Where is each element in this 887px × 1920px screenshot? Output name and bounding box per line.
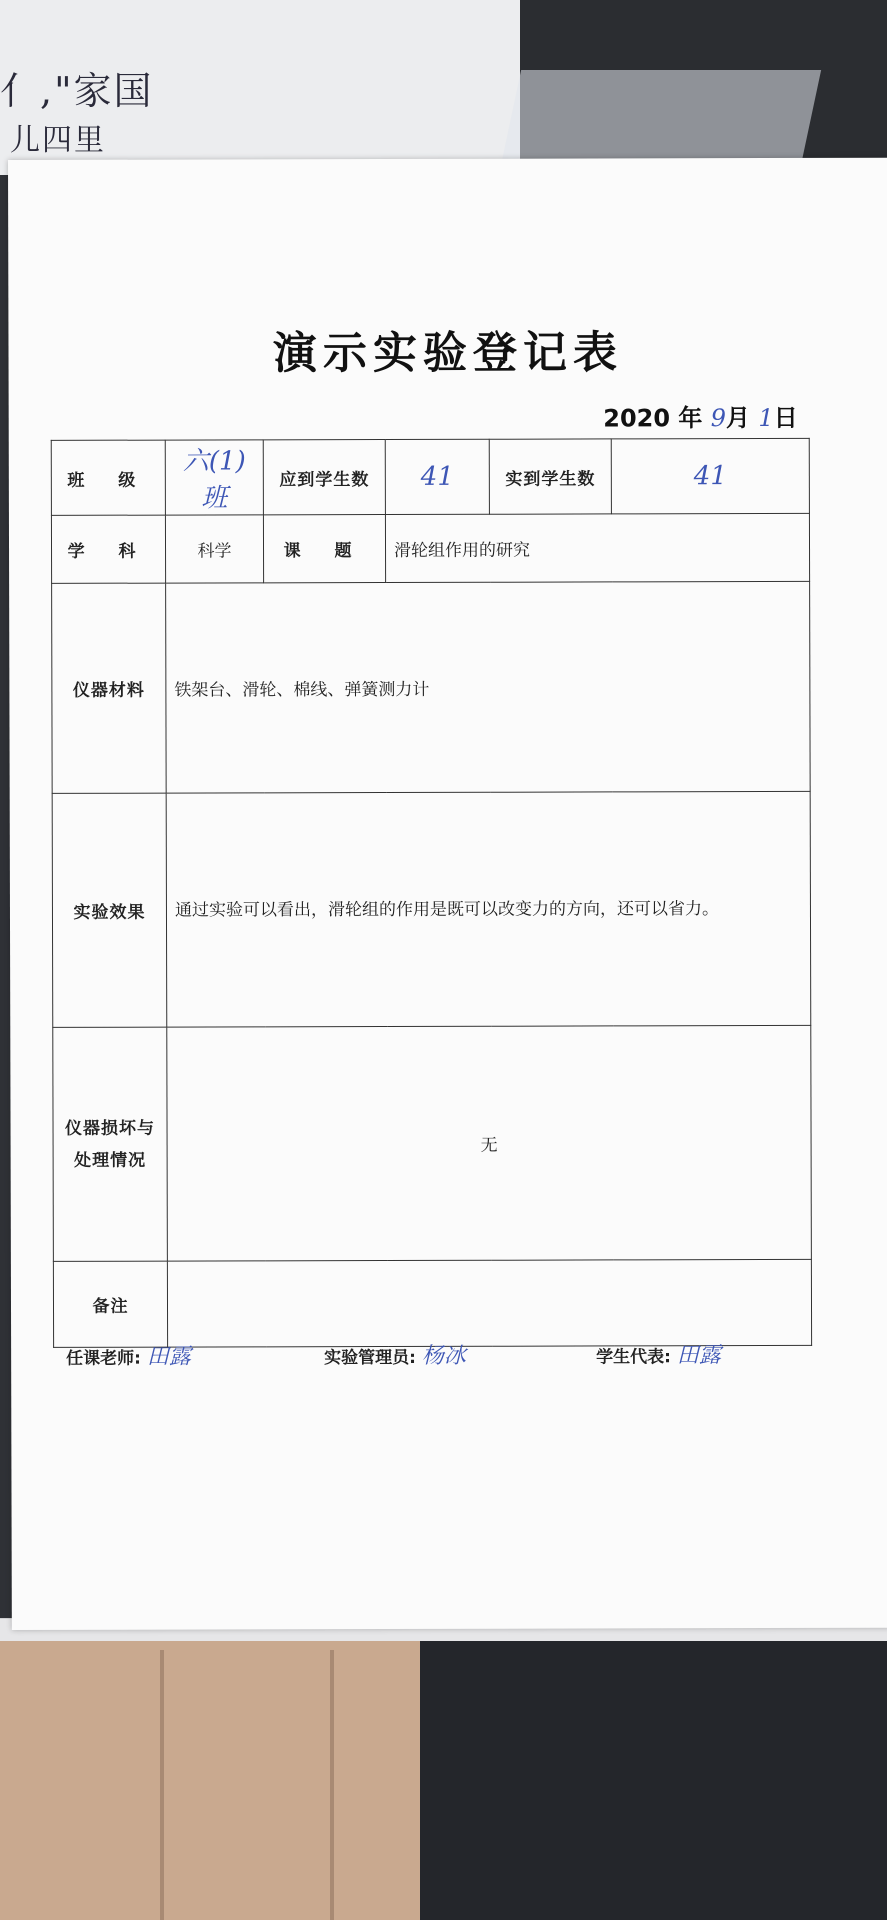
form-title: 演示实验登记表 bbox=[272, 327, 624, 380]
background-scrawl-1: 亻,"家国 bbox=[0, 69, 154, 113]
date-year-suffix: 年 bbox=[678, 404, 703, 433]
table-row bbox=[53, 1259, 811, 1347]
effect-label: 实验效果 bbox=[52, 793, 167, 1027]
teacher-label: 任课老师: bbox=[66, 1348, 141, 1369]
class-label: 班 级 bbox=[51, 440, 165, 515]
background-floor bbox=[0, 1640, 430, 1920]
class-value: 六(1)班 bbox=[165, 440, 263, 515]
table-row bbox=[52, 581, 811, 793]
form-footer bbox=[66, 1338, 826, 1380]
subject-value: 科学 bbox=[165, 515, 263, 583]
table-row bbox=[52, 791, 811, 1027]
date-month-suffix: 月 bbox=[726, 404, 751, 433]
table-row bbox=[51, 438, 809, 515]
notes-label: 备注 bbox=[53, 1261, 167, 1347]
form-date bbox=[603, 398, 798, 434]
damage-label-line2: 处理情况 bbox=[74, 1150, 147, 1171]
actual-students-label: 实到学生数 bbox=[489, 439, 611, 514]
background-scrawl-2: 儿四里 bbox=[10, 123, 106, 158]
table-row bbox=[51, 513, 809, 583]
expected-students-label: 应到学生数 bbox=[263, 440, 385, 515]
date-year: 2020 bbox=[603, 404, 671, 433]
student-signature: 田露 bbox=[676, 1343, 721, 1369]
registration-table bbox=[51, 438, 812, 1348]
expected-students-value: 41 bbox=[385, 439, 489, 514]
date-day: 1 bbox=[758, 403, 774, 433]
date-month: 9 bbox=[710, 404, 727, 433]
manager-signature-field bbox=[324, 1339, 466, 1370]
topic-label: 课 题 bbox=[263, 515, 385, 583]
teacher-signature: 田露 bbox=[146, 1344, 191, 1370]
notes-value bbox=[167, 1259, 811, 1347]
registration-form-sheet bbox=[8, 158, 887, 1630]
date-day-suffix: 日 bbox=[773, 403, 798, 432]
damage-label bbox=[53, 1027, 168, 1261]
actual-students-value: 41 bbox=[611, 438, 809, 514]
floor-tile-line bbox=[330, 1650, 334, 1920]
effect-value: 通过实验可以看出，滑轮组的作用是既可以改变力的方向，还可以省力。 bbox=[166, 791, 811, 1027]
manager-signature: 杨冰 bbox=[421, 1343, 466, 1369]
damage-value: 无 bbox=[167, 1025, 812, 1261]
teacher-signature-field bbox=[66, 1340, 191, 1371]
materials-label: 仪器材料 bbox=[52, 583, 167, 793]
subject-label: 学 科 bbox=[51, 515, 165, 583]
table-row bbox=[53, 1025, 812, 1261]
materials-value: 铁架台、滑轮、棉线、弹簧测力计 bbox=[166, 581, 811, 793]
student-signature-field bbox=[596, 1338, 721, 1369]
student-label: 学生代表: bbox=[596, 1347, 671, 1368]
floor-tile-line bbox=[160, 1650, 164, 1920]
background-dark-bottom bbox=[420, 1640, 887, 1920]
manager-label: 实验管理员: bbox=[324, 1347, 416, 1369]
topic-value: 滑轮组作用的研究 bbox=[385, 513, 809, 582]
damage-label-line1: 仪器损坏与 bbox=[65, 1118, 156, 1139]
